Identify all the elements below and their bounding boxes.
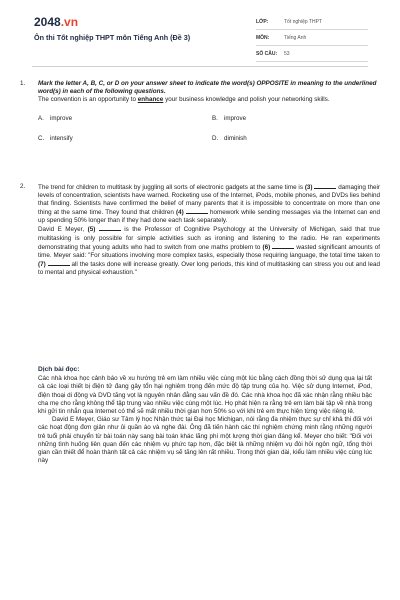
- sentence-text: The convention is an opportunity to: [38, 96, 138, 104]
- meta-row-class: [256, 14, 368, 30]
- question-1: [20, 80, 380, 153]
- question-number: 1.: [20, 80, 26, 87]
- blank-number: (6): [262, 243, 271, 251]
- logo-text: 2048: [34, 15, 61, 29]
- option-letter: D.: [212, 135, 219, 143]
- answer-options: [38, 113, 380, 153]
- option-letter: B.: [212, 115, 218, 123]
- meta-table: [256, 14, 368, 62]
- blank-line: [272, 243, 294, 249]
- meta-key: LỚP:: [256, 18, 269, 25]
- meta-row-count: [256, 46, 368, 62]
- meta-key: MÔN:: [256, 34, 270, 41]
- option-letter: A.: [38, 115, 44, 123]
- option-text: improve: [224, 115, 247, 123]
- translation-heading: Dịch bài đọc:: [38, 366, 80, 373]
- question-sentence: [38, 96, 380, 104]
- blank-number: (7): [38, 260, 46, 268]
- passage-text: is the Professor of Cognitive Psychology at the University of Michigan, said that true multitasking is only possible for simple activities such as ironing and listening to the radio. He ran experiments demonstrating that young adults who had to switch from one maths problem to: [38, 226, 380, 251]
- passage-text: David E Meyer,: [38, 226, 88, 234]
- blank-line: [186, 208, 208, 214]
- passage-text: The trend for children to multitask by juggling all sorts of electronic gadgets at the same time is: [38, 184, 305, 191]
- translation-paragraph: David E Meyer, Giáo sư Tâm lý học Nhận thức tại Đại học Michigan, nói rằng đa nhiệm thực sự chỉ khả thi đối với các hoạt động đơn giản như ủi quần áo và nghe đài. Ông đã tiến hành các thí nghiệm chứng minh rằng những người trẻ tuổi phải chuyển từ bài toán này sang bài toán khác lãng phí một lượng thời gian đáng kể. Meyer cho biết: "Đối với những tình huống liên quan đến các nhiệm vụ phức tạp hơn, đặc biệt là những nhiệm vụ đòi hỏi ngôn ngữ, tổng thời gian cần thiết để hoàn thành tất cả các nhiệm vụ sẽ tăng lên rất nhiều. Trong thời gian dài, kiểu làm nhiều việc cùng lúc này: [38, 416, 372, 465]
- translation-paragraph: Các nhà khoa học cảnh báo về xu hướng trẻ em làm nhiều việc cùng một lúc bằng cách đồng thời sử dụng qua lại tất cả các loại thiết bị điện tử đang gây tổn hại nghiêm trọng đến mức độ tập trung của họ. Việc sử dụng Internet, iPod, điện thoại di động và DVD tăng vọt là nguyên nhân đằng sau vấn đề đó. Các nhà khoa học đã xác nhận rằng nhiều bậc cha mẹ cho rằng không thể tập trung vào nhiều việc cùng một lúc. Họ phát hiện ra rằng trẻ em làm bài tập về nhà trong khi gửi tin nhắn qua Internet có thể sẽ mất nhiều thời gian hơn 50% so với khi trẻ em thực hiện từng việc riêng lẻ.: [38, 375, 372, 416]
- logo-suffix: .vn: [60, 15, 79, 29]
- option-a[interactable]: [38, 115, 72, 123]
- passage-text: all the tasks done will increase greatly. Over long periods, this kind of multitasking can stress you out and lead to mental and physical exhaustion.": [38, 260, 381, 276]
- header-divider: [32, 66, 368, 67]
- meta-key: SỐ CÂU:: [256, 50, 278, 57]
- option-letter: C.: [38, 135, 45, 143]
- page-header: [0, 0, 400, 60]
- passage: [38, 183, 380, 277]
- option-text: intensify: [50, 135, 73, 143]
- exam-title: Ôn thi Tốt nghiệp THPT môn Tiếng Anh (Đề 3): [34, 33, 191, 42]
- question-instruction: Mark the letter A, B, C, or D on your answer sheet to indicate the word(s) OPPOSITE in meaning to the underlined word(s) in each of the following questions.: [38, 80, 377, 96]
- meta-value: Tốt nghiệp THPT: [284, 18, 322, 25]
- passage-text: damaging their levels of concentration, scientists have warned. Rocketing use of the Internet, iPods, mobile phones, and DVDs lies behind that finding. Scientists have confirmed the belief of many parents that it is impossible to concentrate on more than one thing at the same time. They found that children: [38, 184, 381, 217]
- question-2: [20, 183, 380, 277]
- underlined-word: enhance: [137, 96, 164, 104]
- option-text: diminish: [224, 135, 247, 143]
- blank-line: [314, 183, 336, 189]
- passage-text: wasted significant amounts of time. Meyer said: "For situations involving more complex tasks, especially those requiring language, the total time taken to: [38, 243, 381, 259]
- meta-row-subject: [256, 30, 368, 46]
- passage-text: homework while sending messages via the Internet can end up spending 50% longer than if they had done each task separately.: [38, 209, 381, 225]
- meta-value: Tiếng Anh: [284, 34, 307, 41]
- passage-paragraph-1: [38, 183, 380, 225]
- blank-number: (3): [304, 184, 313, 191]
- blank-line: [48, 260, 70, 266]
- option-d[interactable]: [212, 135, 247, 143]
- meta-value: 53: [284, 50, 290, 57]
- blank-number: (5): [87, 226, 96, 234]
- blank-number: (4): [176, 209, 184, 217]
- option-b[interactable]: [212, 115, 246, 123]
- site-logo[interactable]: [34, 15, 78, 29]
- passage-paragraph-2: [38, 225, 380, 277]
- option-text: improve: [50, 115, 73, 123]
- translation-section: [38, 366, 372, 465]
- blank-line: [99, 225, 121, 231]
- sentence-text: your business knowledge and polish your networking skills.: [163, 96, 330, 104]
- option-c[interactable]: [38, 135, 73, 143]
- question-number: 2.: [20, 183, 26, 190]
